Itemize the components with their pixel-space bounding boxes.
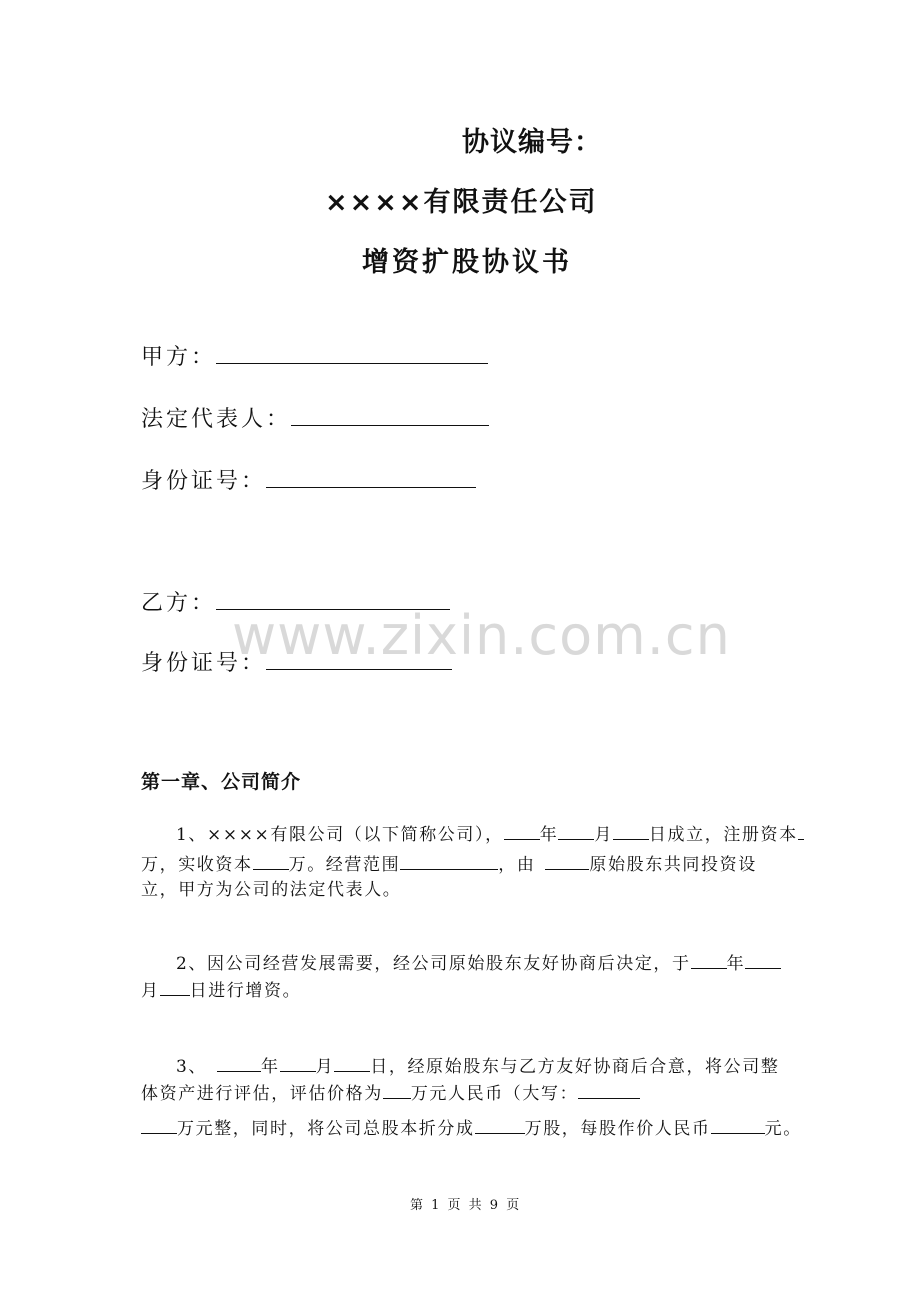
party-a-id-label: 身份证号： [141,469,267,494]
p2-line-2 [141,976,301,1001]
legal-rep-label: 法定代表人： [141,407,292,432]
party-a-field [141,340,488,371]
p1-month-blank[interactable] [558,823,594,840]
party-a-blank[interactable] [216,341,488,364]
legal-rep-field [141,402,489,433]
p3-rmb-text: 万元人民币（大写： [410,1084,579,1104]
p3-valuation-blank[interactable] [383,1082,411,1099]
p1-by-text: ，由 [498,855,536,875]
p2-year-blank[interactable] [691,952,727,969]
p3-price-blank[interactable] [711,1117,765,1134]
p3-day-text: 日，经原始股东与乙方友好协商后合意，将公司整 [370,1057,780,1077]
p1-paid-blank[interactable] [253,853,289,870]
p1-shareholders-blank[interactable] [545,853,589,870]
p3-price-text: 万股，每股作价人民币 [524,1119,711,1139]
agreement-number-label: 协议编号： [462,127,602,158]
p3-line-3 [141,1114,802,1139]
p2-day-text: 日进行增资。 [189,981,302,1001]
p3-line-1 [176,1052,779,1077]
party-b-label: 乙方： [141,591,217,616]
p3-intro: 3、 [176,1057,208,1077]
p3-shares-blank[interactable] [475,1117,525,1134]
party-a-label: 甲方： [141,345,217,370]
p1-day-blank[interactable] [613,823,649,840]
p2-day-blank[interactable] [160,979,190,996]
p3-month-unit: 月 [315,1057,335,1077]
p2-month-unit: 月 [141,981,160,1001]
p1-year-unit: 年 [539,825,559,845]
p1-paid-text: 万。经营范围 [288,855,401,875]
p2-month-pre-blank[interactable] [745,952,781,969]
watermark: www.zixin.com.cn [232,604,731,667]
company-name: ××××有限责任公司 [325,187,598,218]
p3-line-2 [141,1079,640,1104]
p1-intro: 1、××××有限公司（以下简称公司）， [176,825,504,845]
p3-split-text: 万元整，同时，将公司总股本折分成 [177,1119,475,1139]
p3-day-blank[interactable] [334,1055,370,1072]
p1-scope-blank[interactable] [400,853,498,870]
legal-rep-blank[interactable] [291,403,489,426]
chapter-1-title: 第一章、公司简介 [141,771,302,793]
document-title: 增资扩股协议书 [362,247,572,278]
p1-shareholders-text: 原始股东共同投资设 [589,855,757,875]
p1-month-unit: 月 [594,825,613,845]
party-a-id-blank[interactable] [266,465,476,488]
p3-yuan-text: 元。 [764,1119,802,1139]
p1-line-2 [141,850,757,875]
p3-capital-words-blank[interactable] [578,1082,640,1099]
p1-line-3: 立，甲方为公司的法定代表人。 [141,880,402,900]
p2-year-unit: 年 [726,954,746,974]
p1-year-blank[interactable] [504,823,540,840]
p2-line-1 [176,949,781,974]
p1-registered-unit: 万，实收资本 [141,855,253,875]
party-b-id-label: 身份证号： [141,651,267,676]
p3-valuation-text: 体资产进行评估，评估价格为 [141,1084,383,1104]
p3-month-blank[interactable] [280,1055,316,1072]
p3-year-blank[interactable] [217,1055,261,1072]
p3-year-unit: 年 [261,1057,280,1077]
p1-line-1 [176,820,804,845]
p1-capital-blank[interactable] [798,823,804,840]
party-a-id-field [141,464,476,495]
p2-intro: 2、因公司经营发展需要，经公司原始股东友好协商后决定，于 [176,954,691,974]
p3-capital-words-blank-2[interactable] [141,1117,177,1134]
p1-day-text: 日成立，注册资本 [648,825,798,845]
page-footer: 第 1 页 共 9 页 [410,1198,522,1213]
